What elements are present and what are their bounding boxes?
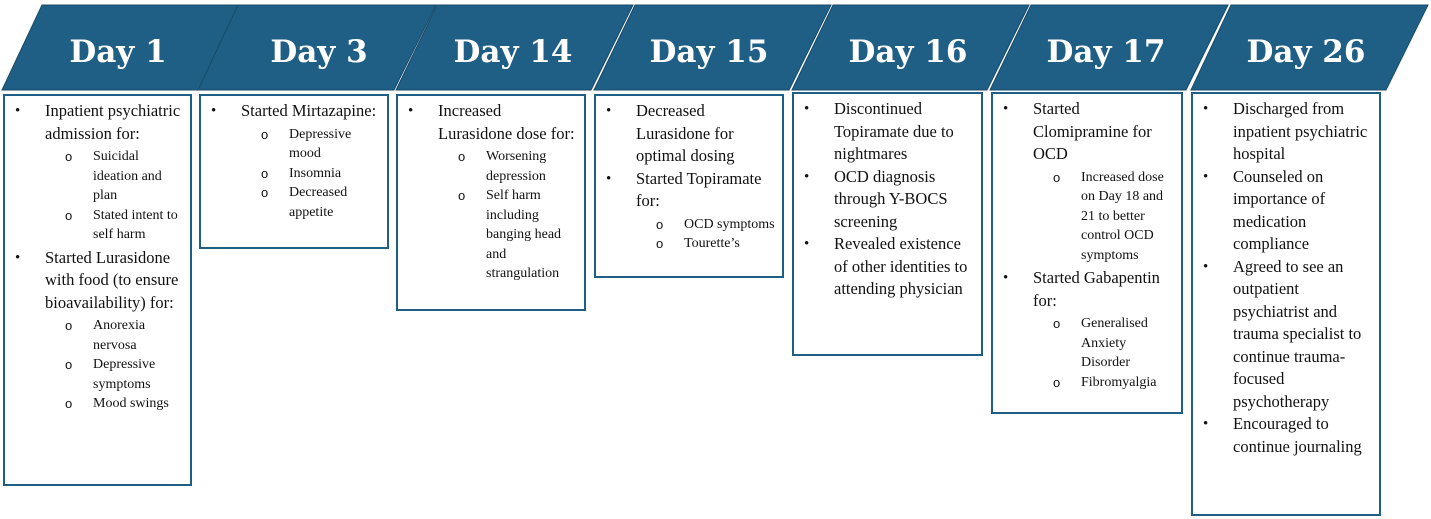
item-text: Started Mirtazapine: <box>241 101 377 120</box>
sub-item: o Self harm including banging head and strangulation <box>438 186 578 284</box>
list-item <box>13 247 184 414</box>
day-label-3: Day 14 <box>453 34 573 70</box>
list-item <box>209 100 381 222</box>
day-16-card <box>792 92 983 356</box>
list-item <box>604 168 776 254</box>
list-item: • Decreased Lurasidone for optimal dosing <box>604 100 776 168</box>
item-text: Started Topiramate for: <box>636 168 762 210</box>
day-3-card <box>199 94 389 249</box>
sub-item: o Tourette’s <box>636 234 776 254</box>
sub-item: o Mood swings <box>45 394 184 414</box>
day-label-5: Day 16 <box>848 34 968 70</box>
day-label-1: Day 1 <box>69 34 167 70</box>
sub-item: o Suicidal ideation and plan <box>45 147 184 206</box>
list-item <box>13 100 184 245</box>
day-label-2: Day 3 <box>270 34 368 70</box>
list-item: • Counseled on importance of medication compliance <box>1201 166 1373 256</box>
sub-item: o Depressive symptoms <box>45 355 184 394</box>
sub-item: o Stated intent to self harm <box>45 206 184 245</box>
day-header-3 <box>396 5 633 90</box>
item-text: Started Lurasidone with food (to ensure bioavailability) for: <box>45 247 179 312</box>
sub-item: o Anorexia nervosa <box>45 316 184 355</box>
day-15-card <box>594 94 784 278</box>
list-item: • Discharged from inpatient psychiatric hospital <box>1201 98 1373 166</box>
list-item: • Agreed to see an outpatient psychiatrist and trauma specialist to continue trauma-focused psychotherapy <box>1201 256 1373 414</box>
day-header-4 <box>594 5 831 90</box>
day-header-2 <box>198 5 436 90</box>
list-item <box>1001 267 1175 392</box>
list-item: • Discontinued Topiramate due to nightmares <box>802 98 975 166</box>
timeline-banner <box>0 0 1431 95</box>
sub-item: o Fibromyalgia <box>1033 373 1175 393</box>
day-26-card <box>1191 92 1381 516</box>
sub-item: o Generalised Anxiety Disorder <box>1033 314 1175 373</box>
list-item: • Revealed existence of other identities to attending physician <box>802 233 975 301</box>
list-item: • OCD diagnosis through Y-BOCS screening <box>802 166 975 234</box>
day-17-card <box>991 92 1183 414</box>
item-text: Inpatient psychiatric admission for: <box>45 101 181 143</box>
sub-item: o Worsening depression <box>438 147 578 186</box>
day-label-4: Day 15 <box>649 34 769 70</box>
day-14-card <box>396 94 586 311</box>
sub-item: o Increased dose on Day 18 and 21 to better control OCD symptoms <box>1033 168 1175 266</box>
day-1-card <box>3 94 192 486</box>
day-label-7: Day 26 <box>1246 34 1366 70</box>
list-item <box>1001 98 1175 265</box>
item-text: Started Clomipramine for OCD <box>1033 99 1152 163</box>
day-label-6: Day 17 <box>1046 34 1166 70</box>
sub-item: o Depressive mood <box>241 125 381 164</box>
sub-item: o Insomnia <box>241 164 381 184</box>
list-item: • Encouraged to continue journaling <box>1201 413 1373 458</box>
day-header-6 <box>990 5 1228 90</box>
sub-item: o OCD symptoms <box>636 215 776 235</box>
list-item <box>406 100 578 284</box>
day-header-7 <box>1191 5 1428 90</box>
day-header-5 <box>792 5 1029 90</box>
item-text: Increased Lurasidone dose for: <box>438 101 575 143</box>
sub-item: o Decreased appetite <box>241 183 381 222</box>
item-text: Started Gabapentin for: <box>1033 268 1160 310</box>
